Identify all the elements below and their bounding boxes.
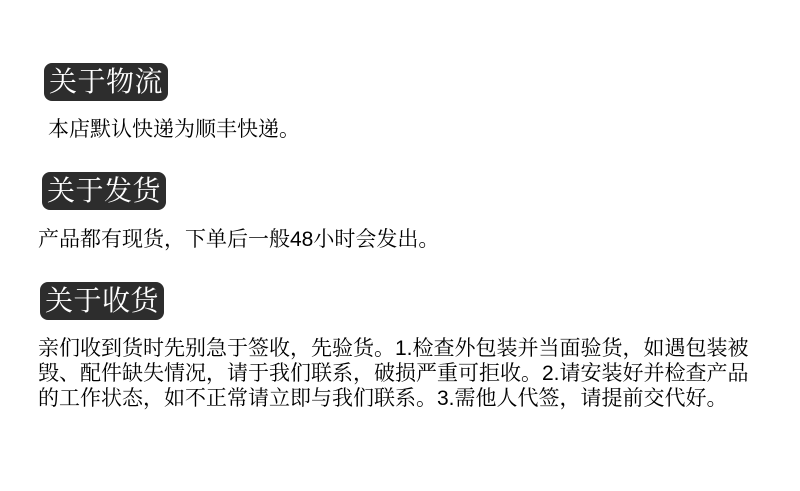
receiving-description-line-3: 的工作状态，如不正常请立即与我们联系。3.需他人代签，请提前交代好。 — [38, 387, 728, 410]
section-heading-shipping: 关于发货 — [42, 172, 166, 210]
receiving-description — [38, 336, 768, 411]
section-heading-logistics: 关于物流 — [44, 63, 168, 101]
receiving-description-line-2: 毁、配件缺失情况，请于我们联系，破损严重可拒收。2.请安装好并检查产品 — [38, 362, 749, 385]
shipping-description: 产品都有现货，下单后一般48小时会发出。 — [38, 228, 440, 251]
receiving-description-line-1: 亲们收到货时先别急于签收，先验货。1.检查外包装并当面验货，如遇包装被 — [38, 337, 749, 360]
logistics-description: 本店默认快递为顺丰快递。 — [48, 118, 300, 141]
section-heading-receiving: 关于收货 — [40, 282, 164, 320]
